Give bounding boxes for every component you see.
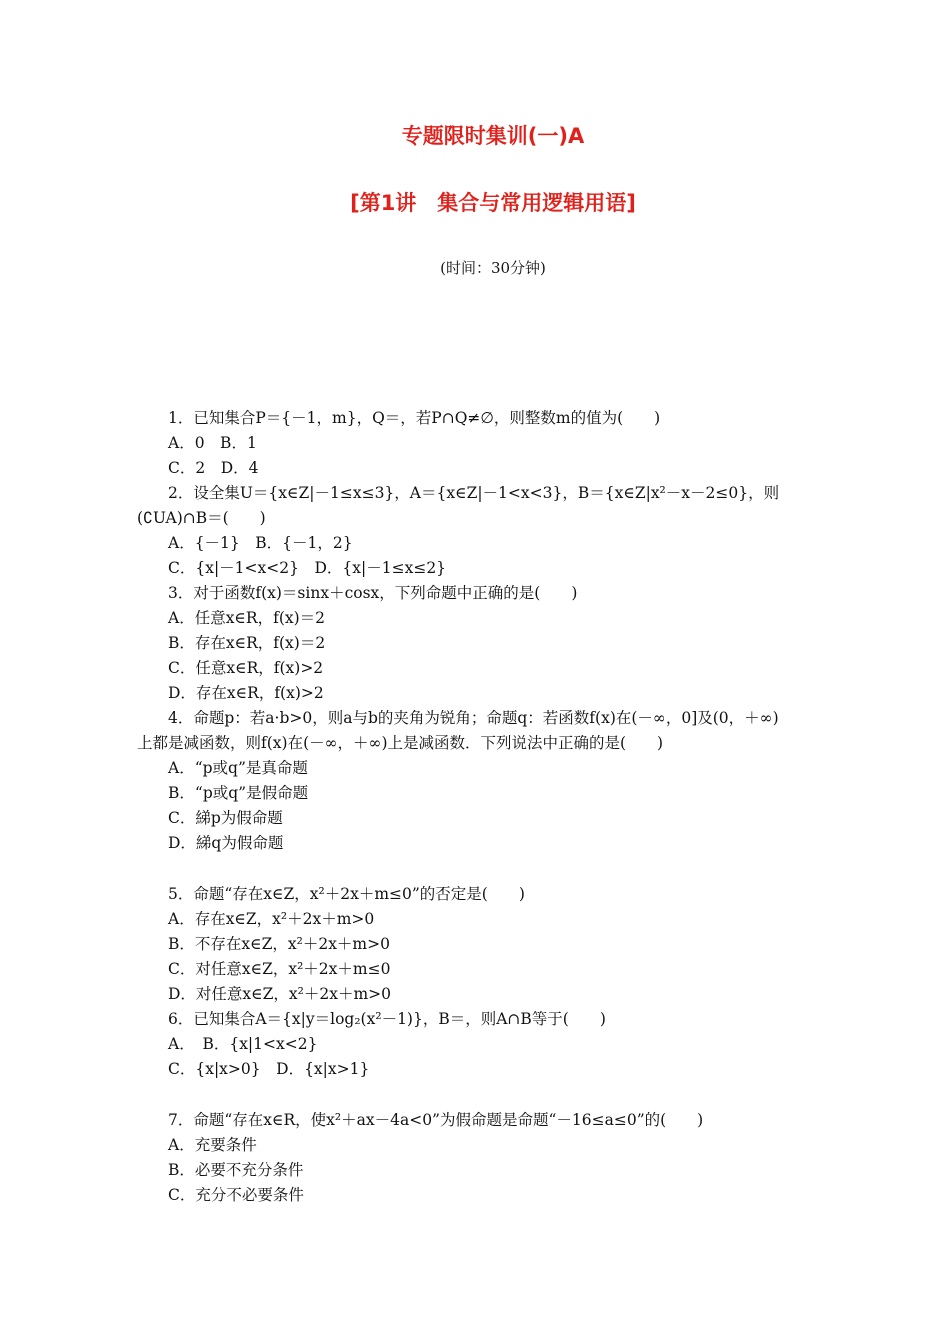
time-limit: (时间：30分钟) xyxy=(440,259,546,277)
question-4-option-a: A．“p或q”是真命题 xyxy=(168,759,308,777)
question-7-option-c: C．充分不必要条件 xyxy=(168,1186,304,1204)
question-7-stem: 7．命题“存在x∈R，使x²＋ax－4a<0”为假命题是命题“－16≤a≤0”的( ) xyxy=(168,1111,704,1129)
question-3-option-d: D．存在x∈R，f(x)>2 xyxy=(168,684,324,702)
question-4-option-c: C．綈p为假命题 xyxy=(168,809,283,827)
question-5-option-d: D．对任意x∈Z，x²＋2x＋m>0 xyxy=(168,985,392,1003)
question-7-option-b: B．必要不充分条件 xyxy=(168,1161,304,1179)
question-2-options-ab: A．{－1} B．{－1，2} xyxy=(168,534,353,552)
question-2-stem: 2．设全集U＝{x∈Z|－1≤x≤3}，A＝{x∈Z|－1<x<3}，B＝{x∈Z|x²－x－2≤0}，则 xyxy=(168,484,780,502)
question-6-options-cd: C．{x|x>0} D．{x|x>1} xyxy=(168,1060,370,1078)
question-4-option-d: D．綈q为假命题 xyxy=(168,834,284,852)
question-3-stem: 3．对于函数f(x)＝sinx＋cosx，下列命题中正确的是( ) xyxy=(168,584,578,602)
question-5-stem: 5．命题“存在x∈Z，x²＋2x＋m≤0”的否定是( ) xyxy=(168,885,525,903)
question-6-stem: 6．已知集合A＝{x|y＝log₂(x²－1)}，B＝，则A∩B等于( ) xyxy=(168,1010,606,1028)
question-4-stem-cont: 上都是减函数，则f(x)在(－∞，＋∞)上是减函数．下列说法中正确的是( ) xyxy=(137,734,664,752)
question-5-option-c: C．对任意x∈Z，x²＋2x＋m≤0 xyxy=(168,960,391,978)
question-3-option-a: A．任意x∈R，f(x)＝2 xyxy=(168,609,326,627)
question-3-option-b: B．存在x∈R，f(x)＝2 xyxy=(168,634,326,652)
question-7-option-a: A．充要条件 xyxy=(168,1136,257,1154)
question-1-stem: 1．已知集合P＝{－1，m}，Q＝，若P∩Q≠∅，则整数m的值为( ) xyxy=(168,409,661,427)
question-3-option-c: C．任意x∈R，f(x)>2 xyxy=(168,659,324,677)
question-5-option-a: A．存在x∈Z，x²＋2x＋m>0 xyxy=(168,910,375,928)
question-4-stem: 4．命题p：若a·b>0，则a与b的夹角为锐角；命题q：若函数f(x)在(－∞，0]及(0，＋∞) xyxy=(168,709,779,727)
question-5-option-b: B．不存在x∈Z，x²＋2x＋m>0 xyxy=(168,935,390,953)
question-4-option-b: B．“p或q”是假命题 xyxy=(168,784,309,802)
lesson-subtitle: [第1讲 集合与常用逻辑用语] xyxy=(350,191,636,215)
question-6-options-ab: A． B．{x|1<x<2} xyxy=(168,1035,318,1053)
question-1-options-ab: A．0 B．1 xyxy=(168,434,257,452)
question-2-stem-cont: (∁UA)∩B＝( ) xyxy=(137,509,266,527)
page-title: 专题限时集训(一)A xyxy=(401,124,585,148)
question-1-options-cd: C．2 D．4 xyxy=(168,459,259,477)
question-2-options-cd: C．{x|－1<x<2} D．{x|－1≤x≤2} xyxy=(168,559,447,577)
